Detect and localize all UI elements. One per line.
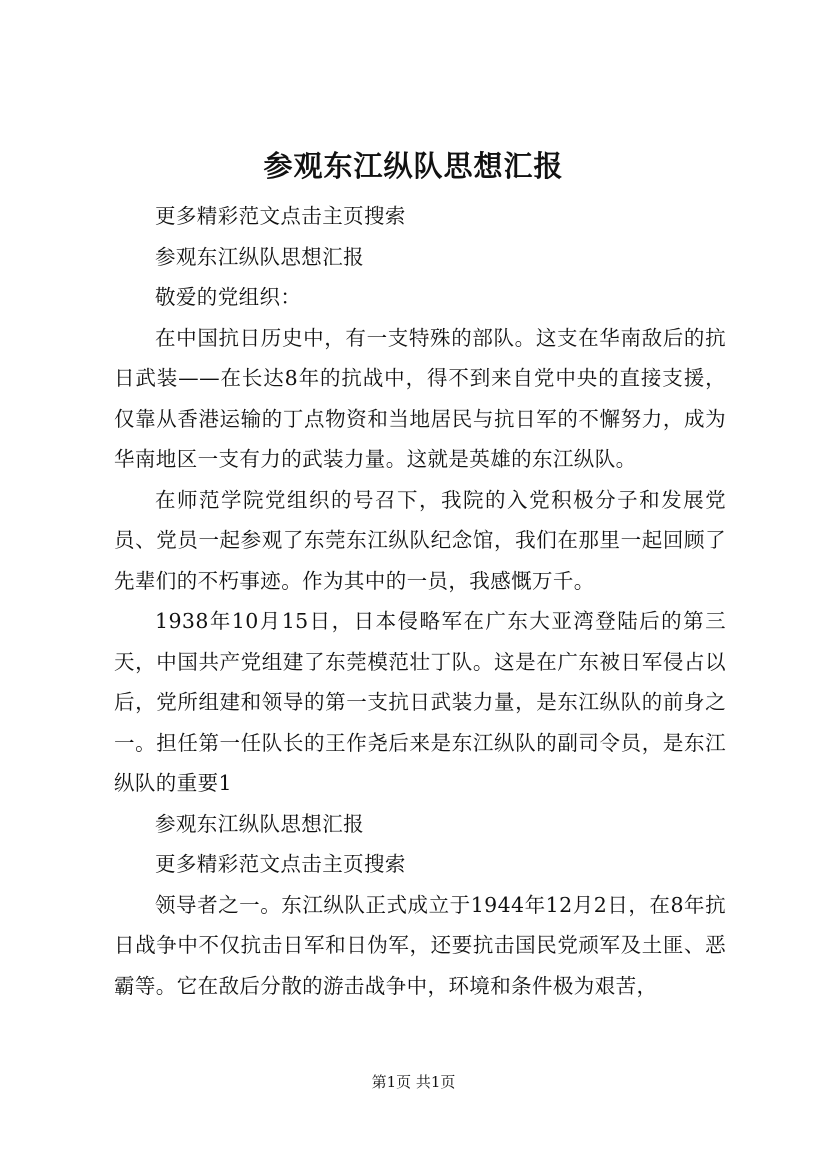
- repeated-title-line: 参观东江纵队思想汇报: [155, 811, 364, 836]
- paragraph-visit: 在师范学院党组织的号召下，我院的入党积极分子和发展党员、党员一起参观了东莞东江纵队纪念馆，我们在那里一起回顾了先辈们的不朽事迹。作为其中的一员，我感慨万千。: [114, 487, 726, 593]
- repeated-promo-line: 更多精彩范文点击主页搜索: [155, 852, 406, 876]
- paragraph-intro: 在中国抗日历史中，有一支特殊的部队。这支在华南敌后的抗日武装——在长达8年的抗战中，得不到来自党中央的直接支援，仅靠从香港运输的丁点物资和当地居民与抗日军的不懈努力，成为华南地区一支有力的武装力量。这就是英雄的东江纵队。: [114, 325, 726, 471]
- paragraph-history: 1938年10月15日，日本侵略军在广东大亚湾登陆后的第三天，中国共产党组建了东莞模范壮丁队。这是在广东被日军侵占以后，党所组建和领导的第一支抗日武装力量，是东江纵队的前身之一。担任第一任队长的王作尧后来是东江纵队的副司令员，是东江纵队的重要1: [114, 609, 726, 795]
- paragraph-continued: 领导者之一。东江纵队正式成立于1944年12月2日，在8年抗日战争中不仅抗击日军和日伪军，还要抗击国民党顽军及土匪、恶霸等。它在敌后分散的游击战争中，环境和条件极为艰苦，: [114, 892, 726, 998]
- salutation: 敬爱的党组织：: [155, 285, 302, 309]
- subtitle-line: 参观东江纵队思想汇报: [155, 244, 364, 269]
- document-title: 参观东江纵队思想汇报: [263, 149, 564, 183]
- promo-line: 更多精彩范文点击主页搜索: [155, 204, 406, 228]
- document-body: [114, 196, 726, 1006]
- page-number-footer: 第1页 共1页: [371, 1073, 456, 1091]
